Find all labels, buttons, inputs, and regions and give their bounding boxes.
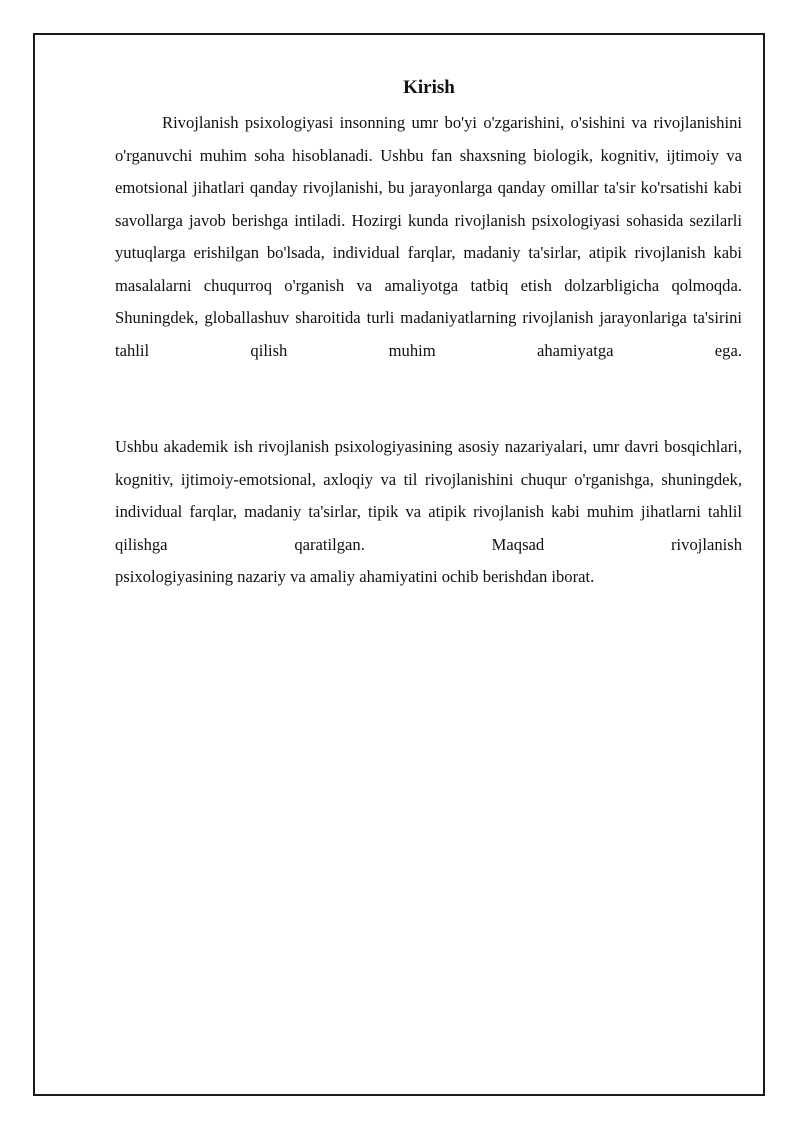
- aim-paragraph: [115, 431, 742, 594]
- aim-paragraph-last-line: psixologiyasining nazariy va amaliy ahamiyatini ochib berishdan iborat.: [115, 567, 595, 586]
- intro-paragraph: Rivojlanish psixologiyasi insonning umr bo'yi o'zgarishini, o'sishini va rivojlanishini o'rganuvchi muhim soha hisoblanadi. Ushbu fan shaxsning biologik, kognitiv, ijtimoiy va emotsional jihatlari qanday rivojlanishi, bu jarayonlarga qanday omillar ta'sir ko'rsatishi kabi savollarga javob berishga intiladi. Hozirgi kunda rivojlanish psixologiyasi sohasida sezilarli yutuqlarga erishilgan bo'lsada, individual farqlar, madaniy ta'sirlar, atipik rivojlanish kabi masalalarni chuqurroq o'rganish va amaliyotga tatbiq etish dolzarbligicha qolmoqda. Shuningdek, globallashuv sharoitida turli madaniyatlarning rivojlanish jarayonlariga ta'sirini tahlil qilish muhim ahamiyatga ega.: [115, 113, 742, 360]
- page-title: Kirish: [403, 77, 455, 98]
- aim-paragraph-main: Ushbu akademik ish rivojlanish psixologiyasining asosiy nazariyalari, umr davri bosqichlari, kognitiv, ijtimoiy-emotsional, axloqiy va til rivojlanishini chuqur o'rganishga, shuningdek, individual farqlar, madaniy ta'sirlar, tipik va atipik rivojlanish kabi muhim jihatlarni tahlil qilishga qaratilgan. Maqsad rivojlanish: [115, 437, 742, 554]
